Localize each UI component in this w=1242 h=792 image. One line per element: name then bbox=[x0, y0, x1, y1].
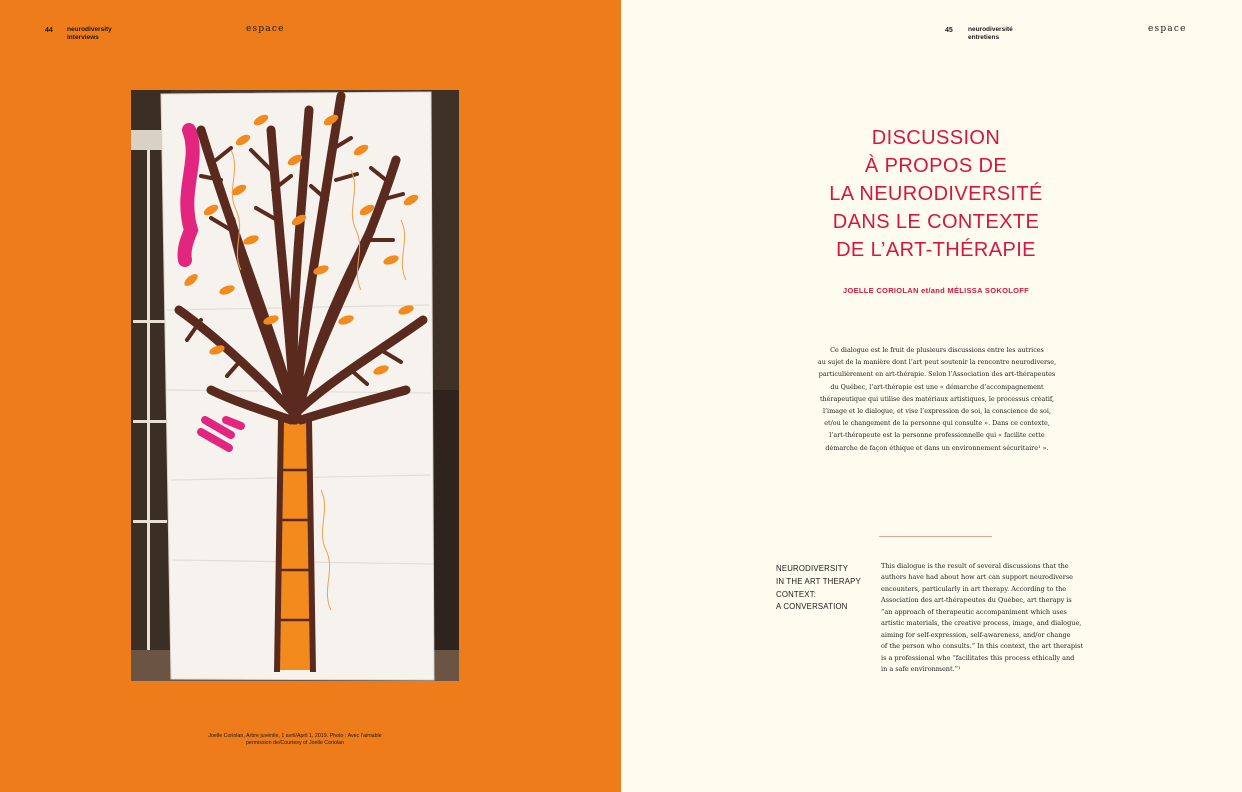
title-line: DANS LE CONTEXTE bbox=[832, 211, 1040, 233]
title-line: DISCUSSION bbox=[871, 127, 1001, 149]
article-title bbox=[800, 124, 1072, 264]
title-line: LA NEURODIVERSITÉ bbox=[829, 183, 1043, 205]
abstract-line: authors have had about how art can support neurodiverse bbox=[881, 573, 1074, 582]
abstract-line: particulièrement en art-thérapie. Selon l’Association des art-thérapeutes bbox=[818, 370, 1056, 379]
section-divider bbox=[879, 536, 992, 537]
section-label-line: neurodiversité bbox=[968, 26, 1013, 33]
abstract-line: l’image et le dialogue, et vise l’expression de soi, la conscience de soi, bbox=[822, 407, 1051, 416]
english-title-line: CONTEXT: bbox=[776, 589, 817, 599]
abstract-line: thérapeutique qui utilise des matériaux artistiques, le processus créatif, bbox=[819, 394, 1055, 403]
page-number-left: 44 bbox=[45, 27, 53, 34]
english-title-line: IN THE ART THERAPY bbox=[776, 576, 861, 586]
abstract-line: au sujet de la manière dont l’art peut soutenir la rencontre neurodiverse, bbox=[817, 358, 1057, 367]
abstract-line: l’art-thérapeute est la personne professionnelle qui « facilite cette bbox=[829, 431, 1045, 440]
article-authors: JOELLE CORIOLAN et/and MÉLISSA SOKOLOFF bbox=[842, 286, 1029, 295]
abstract-line: This dialogue is the result of several discussions that the bbox=[881, 562, 1069, 570]
title-line: DE L’ART-THÉRAPIE bbox=[836, 239, 1036, 261]
abstract-line: artistic materials, the creative process, image, and dialogue, bbox=[881, 619, 1082, 628]
abstract-english bbox=[881, 561, 1101, 676]
title-line: À PROPOS DE bbox=[864, 155, 1008, 177]
abstract-line: Association des art-thérapeutes du Québec, art therapy is bbox=[881, 596, 1072, 605]
abstract-line: of the person who consults.” In this context, the art therapist bbox=[881, 642, 1084, 651]
abstract-line: du Québec, l’art-thérapie est une « démarche d’accompagnement bbox=[830, 382, 1044, 391]
abstract-line: is a professional who “facilitates this process ethically and bbox=[881, 653, 1075, 662]
section-label-line: interviews bbox=[67, 33, 99, 41]
abstract-line: “an approach of therapeutic accompaniment which uses bbox=[881, 607, 1067, 616]
english-title-line: NEURODIVERSITY bbox=[776, 564, 849, 573]
abstract-french bbox=[798, 344, 1076, 454]
tree-painting-image bbox=[131, 90, 459, 681]
page-number-right: 45 bbox=[945, 27, 953, 34]
section-label-line: entretiens bbox=[968, 33, 1000, 41]
english-title bbox=[776, 563, 876, 614]
magazine-logo-right: espace bbox=[1148, 24, 1187, 34]
abstract-line: démarche de façon éthique et dans un environnement sécuritaire¹ ». bbox=[825, 443, 1049, 452]
caption-line: permission de/Courtesy of Joelle Coriolan bbox=[245, 740, 345, 746]
section-label-line: neurodiversity bbox=[67, 26, 112, 33]
section-label-left bbox=[67, 26, 112, 41]
caption-line: Joelle Coriolan, Arbre juvénile, 1 avril/April 1, 2019. Photo : Avec l’aimable bbox=[208, 733, 382, 739]
abstract-line: aiming for self-expression, self-awareness, and/or change bbox=[881, 630, 1071, 639]
magazine-logo-left: espace bbox=[246, 24, 285, 34]
abstract-line: encounters, particularly in art therapy. According to the bbox=[881, 584, 1067, 593]
abstract-line: in a safe environment.”¹ bbox=[881, 665, 961, 674]
image-caption bbox=[190, 733, 400, 747]
abstract-line: Ce dialogue est le fruit de plusieurs discussions entre les autrices bbox=[830, 346, 1044, 354]
abstract-line: et/ou le changement de la personne qui consulte ». Dans ce contexte, bbox=[824, 419, 1050, 428]
english-title-line: A CONVERSATION bbox=[776, 602, 848, 612]
section-label-right bbox=[968, 26, 1013, 41]
